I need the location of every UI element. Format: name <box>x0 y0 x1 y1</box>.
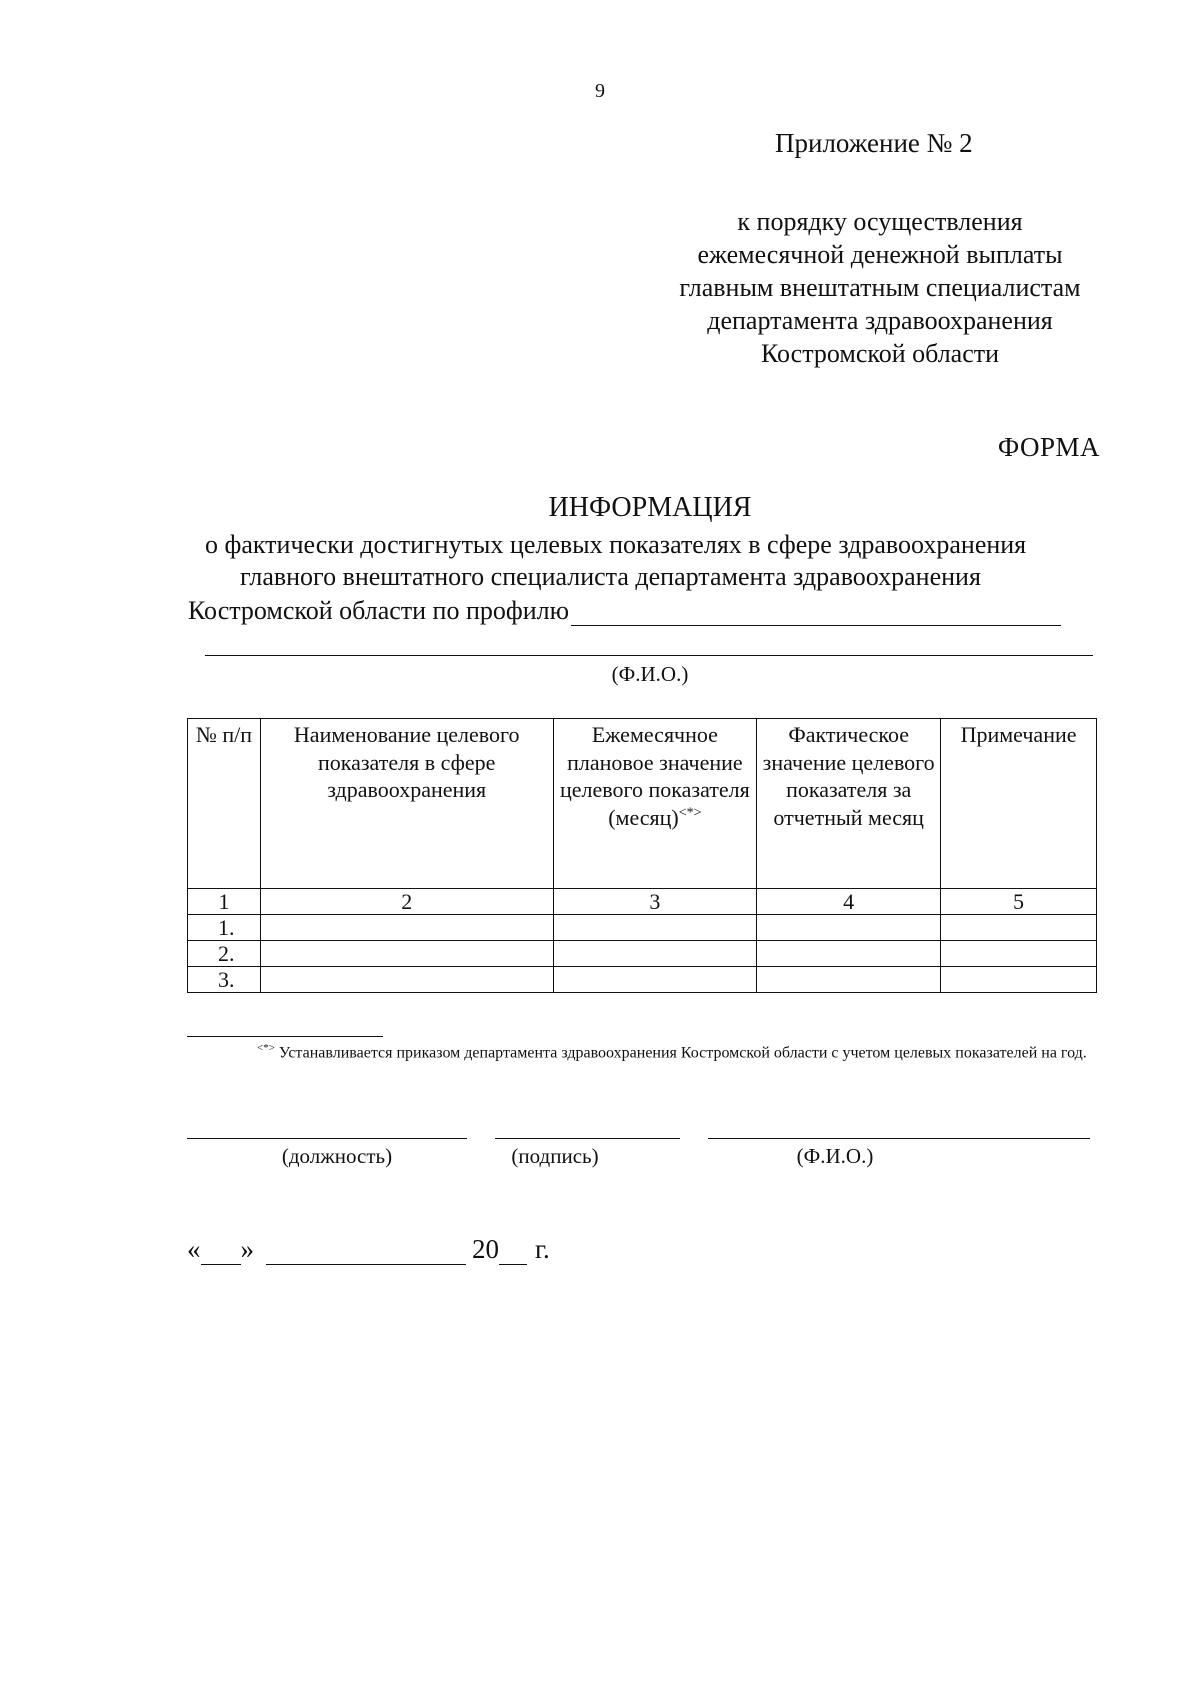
page-number: 9 <box>595 80 605 102</box>
column-number: 3 <box>553 889 757 915</box>
fio-caption: (Ф.И.О.) <box>611 662 689 686</box>
position-caption: (должность) <box>281 1144 393 1168</box>
footnote-text: Устанавливается приказом департамента здравоохранения Костромской области с учетом целевых показателей на год. <box>278 1044 1087 1062</box>
fio-signature-blank-line[interactable] <box>708 1138 1090 1139</box>
fio-blank-line[interactable] <box>205 655 1093 656</box>
header-indicator-name: Наименование целевого показателя в сфере здравоохранения <box>260 719 553 889</box>
info-line-2: главного внештатного специалиста департамента здравоохранения <box>240 562 981 591</box>
table-cell[interactable] <box>757 967 941 993</box>
table-cell[interactable] <box>757 915 941 941</box>
fio-signature-caption: (Ф.И.О.) <box>796 1144 874 1168</box>
indicators-table <box>187 718 1097 993</box>
table-row <box>188 915 1097 941</box>
column-numbers-row <box>188 889 1097 915</box>
position-blank-line[interactable] <box>187 1138 467 1139</box>
row-number: 3. <box>188 967 261 993</box>
row-number: 1. <box>188 915 261 941</box>
appendix-line: департамента здравоохранения <box>707 306 1053 335</box>
header-note: Примечание <box>941 719 1097 889</box>
year-suffix: г. <box>535 1234 550 1264</box>
footnote-mark: <*> <box>678 805 702 821</box>
table-cell[interactable] <box>260 941 553 967</box>
month-blank-field[interactable] <box>266 1240 466 1265</box>
appendix-title: Приложение № 2 <box>775 128 973 158</box>
table-row <box>188 941 1097 967</box>
table-cell[interactable] <box>553 941 757 967</box>
signature-blank-line[interactable] <box>495 1138 680 1139</box>
year-blank-field[interactable] <box>499 1240 527 1265</box>
open-quote: « <box>187 1234 201 1264</box>
table-cell[interactable] <box>260 967 553 993</box>
row-number: 2. <box>188 941 261 967</box>
table-header-row <box>188 719 1097 889</box>
header-planned-value-text: Ежемесячное плановое значение целевого показателя (месяц) <box>560 722 750 830</box>
day-blank-field[interactable] <box>201 1240 241 1265</box>
table-row <box>188 967 1097 993</box>
table-cell[interactable] <box>553 967 757 993</box>
table-cell[interactable] <box>941 967 1097 993</box>
column-number: 2 <box>260 889 553 915</box>
column-number: 1 <box>188 889 261 915</box>
table-cell[interactable] <box>941 941 1097 967</box>
form-label: ФОРМА <box>997 432 1100 462</box>
year-prefix: 20 <box>472 1234 499 1264</box>
info-line-3-text: Костромской области по профилю <box>188 596 570 625</box>
appendix-line: главным внештатным специалистам <box>679 273 1081 302</box>
profile-blank-field[interactable] <box>571 601 1061 626</box>
date-line <box>187 1234 550 1265</box>
footnote <box>187 1036 1097 1065</box>
info-line-3 <box>188 596 1061 626</box>
table-cell[interactable] <box>260 915 553 941</box>
column-number: 5 <box>941 889 1097 915</box>
info-title: ИНФОРМАЦИЯ <box>548 492 752 523</box>
header-actual-value: Фактическое значение целевого показателя за отчетный месяц <box>757 719 941 889</box>
appendix-line: Костромской области <box>760 339 1000 368</box>
header-planned-value <box>553 719 757 889</box>
column-number: 4 <box>757 889 941 915</box>
header-number: № п/п <box>188 719 261 889</box>
table-cell[interactable] <box>757 941 941 967</box>
table-cell[interactable] <box>553 915 757 941</box>
close-quote: » <box>240 1234 254 1264</box>
info-line-1: о фактически достигнутых целевых показателях в сфере здравоохранения <box>205 530 1027 559</box>
signature-caption: (подпись) <box>511 1144 599 1168</box>
appendix-line: ежемесячной денежной выплаты <box>697 240 1063 269</box>
appendix-subtitle <box>640 205 1120 370</box>
footnote-mark: <*> <box>257 1042 275 1054</box>
table-cell[interactable] <box>941 915 1097 941</box>
appendix-line: к порядку осуществления <box>737 207 1023 236</box>
